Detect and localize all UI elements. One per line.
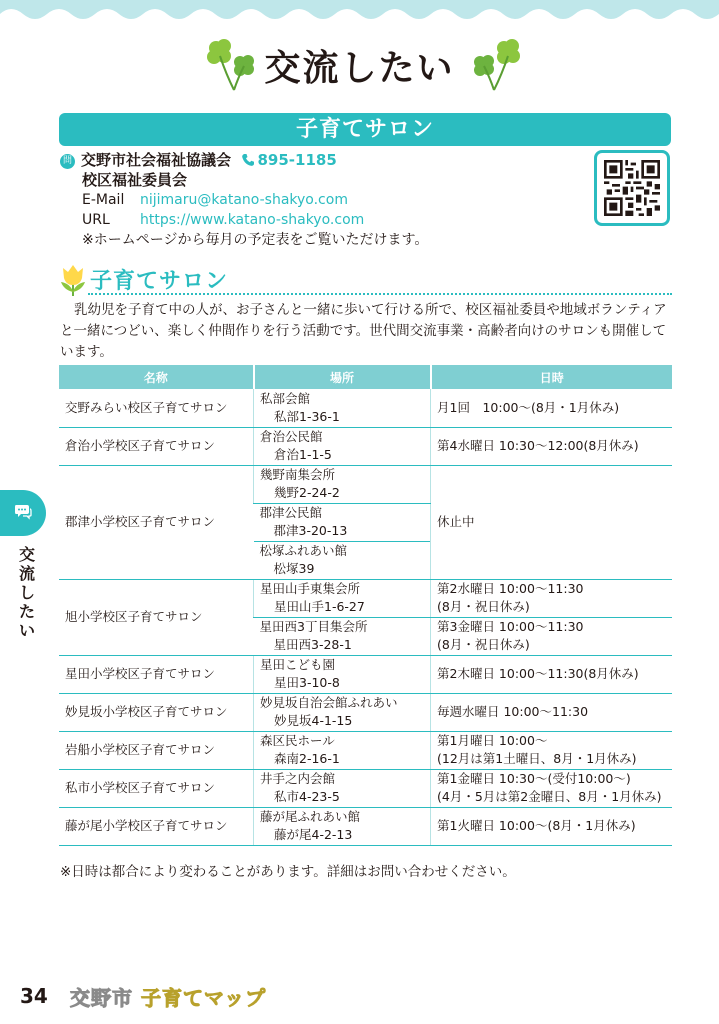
place-address: 妙見坂4-1-15 — [274, 713, 353, 728]
place-name: 星田西3丁目集会所 — [259, 619, 368, 634]
salon-name: 旭小学校区子育てサロン — [59, 579, 254, 655]
place-name: 井手之内会館 — [260, 771, 336, 786]
header-place: 場所 — [254, 365, 431, 389]
salon-time: 第2水曜日 10:00～11:30 (8月・祝日休み) — [431, 579, 673, 617]
salon-time: 第4水曜日 10:30～12:00(8月休み) — [431, 427, 673, 465]
page-title: 交流したい — [264, 48, 455, 89]
footer-city: 交野市 — [70, 986, 133, 1010]
place-address: 幾野2-24-2 — [274, 485, 340, 500]
qr-code[interactable] — [594, 150, 670, 226]
salon-name: 妙見坂小学校区子育てサロン — [59, 693, 254, 731]
salon-name: 藤が尾小学校区子育てサロン — [59, 807, 254, 845]
section-banner: 子育てサロン — [59, 113, 671, 146]
place-address: 郡津3-20-13 — [273, 523, 348, 538]
place-address: 星田3-10-8 — [274, 675, 340, 690]
section-heading — [58, 262, 672, 298]
phone-icon — [241, 153, 255, 167]
table-row — [59, 389, 672, 427]
salon-time: 第1金曜日 10:30～(受付10:00～) (4月・5月は第2金曜日、8月・1月休み) — [431, 769, 673, 807]
salon-time: 毎週水曜日 10:00～11:30 — [431, 693, 673, 731]
salon-place — [254, 389, 431, 427]
salon-place — [254, 465, 431, 503]
place-name: 妙見坂自治会館ふれあい — [260, 695, 398, 710]
salon-name: 星田小学校区子育てサロン — [59, 655, 254, 693]
side-tab-label: 交 流 し た い — [18, 545, 35, 640]
salon-time: 第3金曜日 10:00～11:30 (8月・祝日休み) — [431, 617, 673, 655]
page-number: 34 — [20, 984, 48, 1008]
salon-name: 私市小学校区子育てサロン — [59, 769, 254, 807]
table-row — [59, 465, 672, 503]
place-name: 星田山手東集会所 — [260, 581, 361, 596]
place-address: 星田西3-28-1 — [273, 637, 352, 652]
place-address: 私市4-23-5 — [274, 789, 340, 804]
salon-table — [59, 365, 672, 846]
place-address: 私部1-36-1 — [274, 408, 340, 424]
place-address: 森南2-16-1 — [274, 751, 340, 766]
table-row — [59, 655, 672, 693]
salon-name: 岩船小学校区子育てサロン — [59, 731, 254, 769]
header-name: 名称 — [59, 365, 254, 389]
intro-paragraph: 乳幼児を子育て中の人が、お子さんと一緒に歩いて行ける所で、校区福祉委員や地域ボランティアと一緒につどい、楽しく仲間作りを行う活動です。世代間交流事業・高齢者向けのサロンも開催しています。 — [60, 302, 667, 360]
clover-icon — [466, 36, 528, 94]
salon-place — [254, 655, 431, 693]
table-row — [59, 769, 672, 807]
salon-place — [254, 807, 431, 845]
url-link[interactable]: https://www.katano-shakyo.com — [140, 212, 365, 228]
dotted-divider — [88, 293, 672, 295]
org-name-1: 交野市社会福祉協議会 — [81, 151, 232, 169]
phone-number[interactable]: 895-1185 — [257, 151, 337, 169]
wave-border — [0, 0, 719, 26]
salon-place — [254, 731, 431, 769]
place-name: 幾野南集会所 — [260, 467, 336, 482]
place-address: 松塚39 — [273, 561, 315, 576]
place-name: 倉治公民館 — [260, 429, 323, 444]
qr-code-icon — [604, 160, 660, 216]
table-row — [59, 427, 672, 465]
inquiry-badge: 問 — [60, 154, 75, 169]
salon-time: 休止中 — [431, 465, 673, 579]
place-address: 倉治1-1-5 — [274, 447, 332, 462]
email-link[interactable]: nijimaru@katano-shakyo.com — [140, 192, 348, 208]
place-name: 私部会館 — [260, 390, 311, 406]
salon-place — [254, 503, 431, 541]
place-name: 郡津公民館 — [259, 505, 323, 520]
salon-name: 倉治小学校区子育てサロン — [59, 427, 254, 465]
salon-place — [254, 541, 431, 579]
salon-time: 第1月曜日 10:00～ (12月は第1土曜日、8月・1月休み) — [431, 731, 673, 769]
salon-name: 郡津小学校区子育てサロン — [59, 465, 254, 579]
chat-bubble-icon — [14, 503, 32, 521]
place-name: 藤が尾ふれあい館 — [260, 809, 361, 824]
salon-time: 第2木曜日 10:00～11:30(8月休み) — [431, 655, 673, 693]
salon-place — [254, 579, 431, 617]
table-row — [59, 807, 672, 845]
salon-place — [254, 693, 431, 731]
contact-note: ※ホームページから毎月の予定表をご覧いただけます。 — [82, 232, 429, 248]
table-row — [59, 579, 672, 617]
tulip-icon — [58, 262, 88, 296]
salon-place — [254, 427, 431, 465]
section-heading-text: 子育てサロン — [90, 269, 229, 294]
table-row — [59, 731, 672, 769]
table-row — [59, 693, 672, 731]
contact-block — [60, 150, 590, 250]
header-time: 日時 — [431, 365, 673, 389]
place-address: 藤が尾4-2-13 — [274, 827, 353, 842]
salon-time: 月1回 10:00～(8月・1月休み) — [431, 389, 673, 427]
salon-name: 交野みらい校区子育てサロン — [59, 389, 254, 427]
place-name: 森区民ホール — [260, 733, 335, 748]
email-label: E-Mail — [82, 192, 125, 208]
org-name-2: 校区福祉委員会 — [82, 171, 188, 189]
place-name: 星田こども園 — [260, 657, 336, 672]
footer-map: 子育てマップ — [140, 986, 267, 1010]
table-note: ※日時は都合により変わることがあります。詳細はお問い合わせください。 — [60, 864, 516, 880]
side-tab[interactable] — [0, 490, 46, 536]
salon-place — [254, 769, 431, 807]
salon-place — [254, 617, 431, 655]
place-address: 星田山手1-6-27 — [274, 599, 365, 614]
place-name: 松塚ふれあい館 — [259, 543, 348, 558]
salon-time: 第1火曜日 10:00～(8月・1月休み) — [431, 807, 673, 845]
url-label: URL — [82, 212, 110, 228]
footer-title — [70, 982, 266, 1011]
